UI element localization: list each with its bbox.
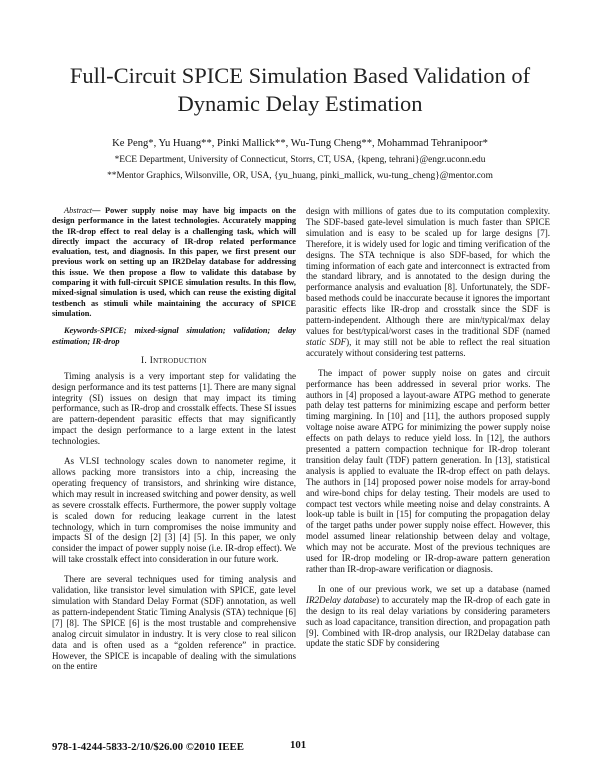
abstract (52, 206, 296, 319)
intro-paragraph-2: As VLSI technology scales down to nanometer regime, it allows packing more transistors into a chip, increasing the operating frequency of transistors, and shrinking wire distance, which may result in increased switching and power density, as well as severe crosstalk effects. Furthermore, the power supply voltage is scaled down for reducing leakage current in the latest technology, which in turn compromises the noise immunity and impacts SI of the design [2] [3] [4] [5]. In this paper, we only consider the impact of power supply noise (i.e. IR-drop effect). We will take crosstalk effect into consideration in our future work. (52, 456, 296, 565)
right-column (306, 206, 550, 649)
abstract-label: Abstract (64, 206, 93, 215)
right-paragraph-1-emphasis: static SDF (306, 336, 347, 347)
left-column (52, 206, 296, 672)
right-paragraph-2: The impact of power supply noise on gates and circuit performance has been addressed in several prior works. The authors in [4] proposed a layout-aware ATPG method to generate path delay test patterns for minimizing escape and perform better timing margining. In [10] and [11], the authors proposed supply voltage noise aware ATPG for minimizing the power supply noise effects on path delays to reduce yield loss. In [12], the authors presented a pattern compaction technique for IR-drop tolerant transition delay fault (TDF) pattern generation. In [13], statistical analysis is applied to evaluate the IR-drop effect on path delays. The authors in [14] proposed power noise models for array-bond and wire-bond chips for delay testing. Their models are used to compact test vectors while meeting noise and delay constraints. A look-up table is built in [15] for computing the propagation delay of the target paths under power supply noise effect. However, this model assumed linear relationship between delay and voltage, which may not be accurate. Most of the previous techniques are used for IR-drop modeling or IR-drop-aware pattern generation rather than IR-drop-aware verification or diagnosis. (306, 367, 550, 574)
paper-title (40, 62, 560, 118)
intro-paragraph-3: There are several techniques used for timing analysis and validation, like transistor level simulation with SPICE, gate level simulation with Standard Delay Format (SDF) annotation, as well as pattern-independent Static Timing Analysis (STA) technique [6] [7] [8]. The SPICE [6] is the most trustable and comprehensive analog circuit simulator in industry. It is very close to real silicon data and is often used as a “golden reference” in practice. However, the SPICE is incapable of dealing with the simulations on the entire (52, 574, 296, 672)
right-paragraph-3-text-a: In one of our previous work, we set up a database (named (318, 583, 550, 594)
title-line-1: Full-Circuit SPICE Simulation Based Validation of (69, 63, 531, 88)
right-paragraph-1-text-b: ), it may still not be able to reflect the real situation accurately without considering test patterns. (306, 336, 550, 358)
right-paragraph-1 (306, 206, 550, 359)
right-paragraph-3 (306, 584, 550, 649)
title-line-2: Dynamic Delay Estimation (177, 91, 423, 116)
footer-isbn: 978-1-4244-5833-2/10/$26.00 ©2010 IEEE (52, 741, 244, 753)
page-number: 101 (290, 739, 307, 751)
keywords: Keywords-SPICE; mixed-signal simulation; validation; delay estimation; IR-drop (52, 326, 296, 346)
abstract-body: — Power supply noise may have big impacts on the design performance in the latest technologies. Accurately mapping the IR-drop effect to real delay is a challenging task, which will directly impact the accuracy of IR-drop related performance evaluation, test, and diagnosis. In this paper, we first present our previous work on setting up an IR2Delay database for addressing this issue. We then propose a flow to validate this database by comparing it with full-circuit SPICE simulation results. In this flow, mixed-signal simulation is used, which can reuse the existing digital testbench as stimuli while maintaining the accuracy of SPICE simulation. (52, 206, 296, 318)
affiliation-mentor: **Mentor Graphics, Wilsonville, OR, USA, {yu_huang, pinki_mallick, wu-tung_cheng}@mentor.com (107, 171, 493, 181)
right-paragraph-3-emphasis: IR2Delay database (306, 594, 377, 605)
intro-paragraph-1: Timing analysis is a very important step for validating the design performance and its test patterns [1]. There are many signal integrity (SI) issues on design that may impact its timing performance, such as IR-drop and crosstalk effects. These SI issues are pattern-dependent parasitic effects that may significantly impact the design performance to a large extent in the latest technologies. (52, 370, 296, 447)
section-heading-introduction: I. Introduction (141, 355, 207, 366)
author-list: Ke Peng*, Yu Huang**, Pinki Mallick**, Wu-Tung Cheng**, Mohammad Tehranipoor* (112, 138, 488, 149)
affiliation-uconn: *ECE Department, University of Connecticut, Storrs, CT, USA, {kpeng, tehrani}@engr.uconn.edu (114, 155, 486, 165)
right-paragraph-1-text-a: design with millions of gates due to its computation complexity. The SDF-based gate-level simulation is much faster than SPICE simulation and is easy to be scaled up for large designs [7]. Therefore, it is widely used for logic and timing verification of the designs. The STA technique is also SDF-based, for which the timing information of each gate and interconnect is extracted from the standard library, and is annotated to the design during the performance analysis and evaluation [8]. Unfortunately, the SDF-based methods could be inaccurate because it ignores the important parasitic effects like IR-drop and crosstalk since the SDF is pattern-independent. Although there are min/typical/max delay values for best/typical/worst cases in the traditional SDF (named (306, 206, 550, 336)
right-paragraph-3-text-b: ) to accurately map the IR-drop of each gate in the design to its real delay variations by considering parameters such as load capacitance, transition direction, and propagation path [9]. Combined with IR-drop analysis, our IR2Delay database can update the static SDF by considering (306, 594, 551, 649)
